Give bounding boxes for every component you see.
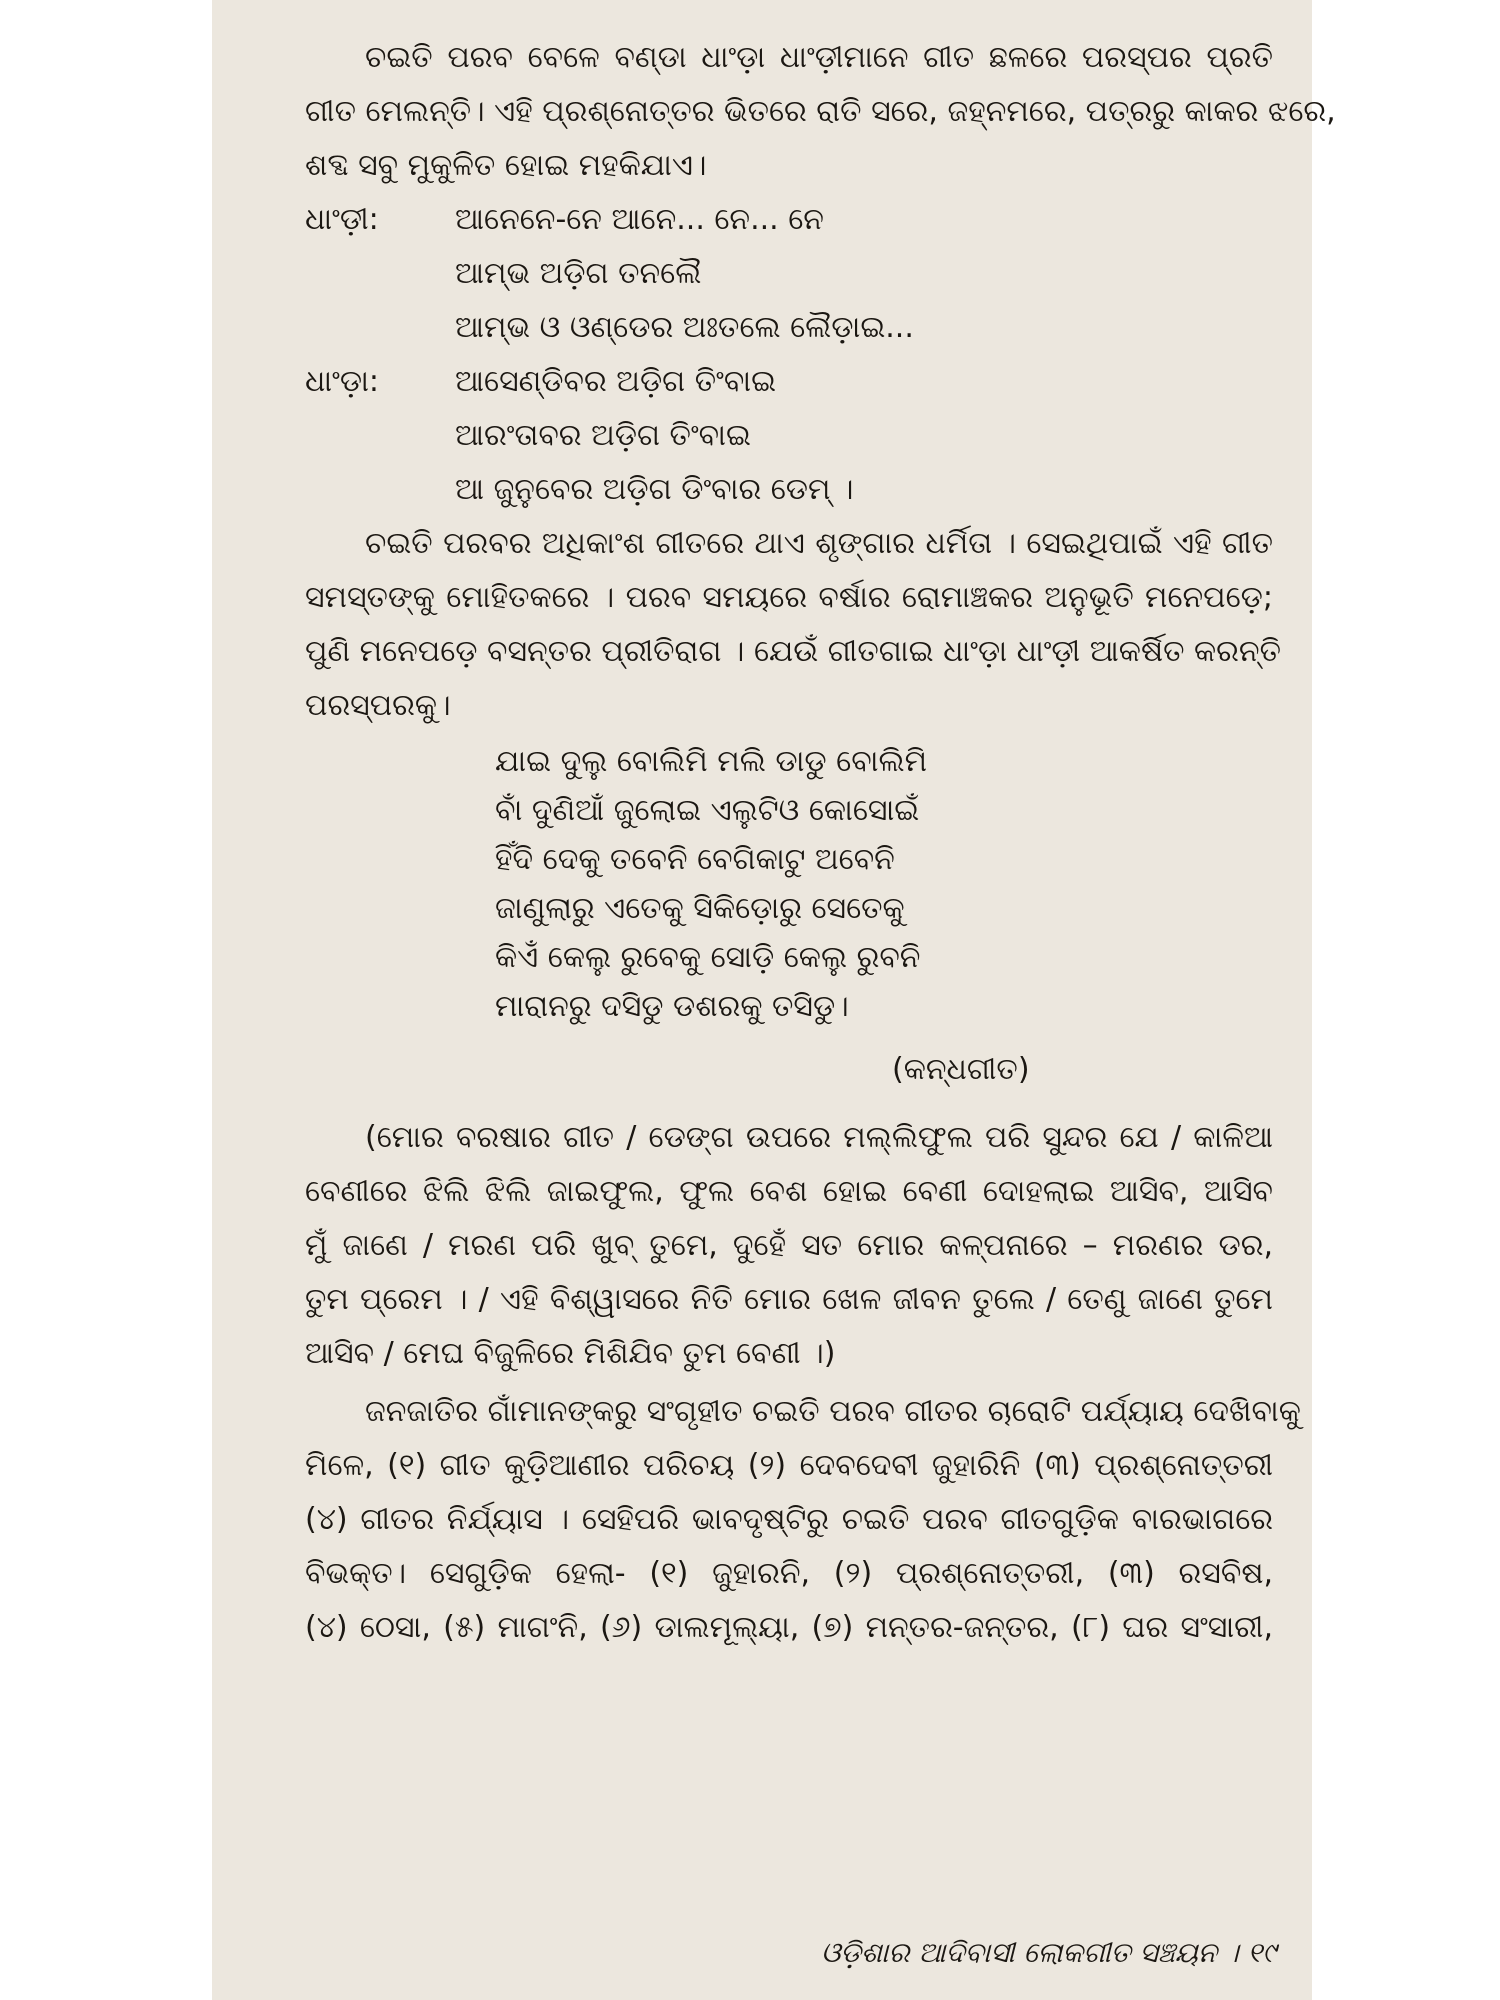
verse-line: ଆମ୍ଭ ଅଡ଼ିଗ ତନଲୈ — [455, 256, 702, 291]
paragraph-4-line: ବିଭକ୍ତ। ସେଗୁଡ଼ିକ ହେଲା- (୧) ଜୁହାରନି, (୨) ପ୍ରଶ୍ନୋତ୍ତରୀ, (୩) ରସବିଷ, — [305, 1556, 1273, 1591]
speaker-label: ଧାଂଡ଼ା: — [305, 364, 380, 399]
translation-line: ବେଣୀରେ ଝିଲି ଝିଲି ଜାଇଫୁଲ, ଫୁଲ ବେଶ ହୋଇ ବେଣୀ ଦୋହଲାଇ ଆସିବ, ଆସିବ — [305, 1174, 1273, 1209]
translation-line: ତୁମ ପ୍ରେମ । / ଏହି ବିଶ୍ୱାସରେ ନିତି ମୋର ଖେଳ ଜୀବନ ତୁଲେ / ତେଣୁ ଜାଣେ ତୁମେ — [305, 1282, 1273, 1317]
paragraph-1-line: ଚଇତି ପରବ ବେଳେ ବଣ୍ଡା ଧାଂଡ଼ା ଧାଂଡ଼ୀମାନେ ଗୀତ ଛଳରେ ପରସ୍ପର ପ୍ରତି — [365, 40, 1273, 75]
verse-line: ଆମ୍ଭ ଓ ଓଣ୍ଡେର ଅଃତଲେ ଲୈଡ଼ାଇ... — [455, 310, 914, 345]
song-line: ମାରାନରୁ ଦସିଡୁ ଡଶରକୁ ତସିଡୁ। — [495, 989, 849, 1024]
paragraph-2-line: ପରସ୍ପରକୁ। — [305, 688, 451, 723]
paragraph-4-line: ମିଳେ, (୧) ଗୀତ କୁଡ଼ିଆଣୀର ପରିଚୟ (୨) ଦେବଦେବୀ ଜୁହାରିନି (୩) ପ୍ରଶ୍ନୋତ୍ତରୀ — [305, 1448, 1273, 1483]
song-line: ଜାଣୁଲାରୁ ଏତେକୁ ସିକିଡ଼ୋରୁ ସେତେକୁ — [495, 891, 905, 926]
verse-line: ଆନେନେ-ନେ ଆନେ... ନେ... ନେ — [455, 202, 824, 237]
translation-line: ଆସିବ / ମେଘ ବିଜୁଳିରେ ମିଶିଯିବ ତୁମ ବେଣୀ ।) — [305, 1336, 836, 1371]
paragraph-4-line: ଜନଜାତିର ଗାଁମାନଙ୍କରୁ ସଂଗୃହୀତ ଚଇତି ପରବ ଗୀତର ଚାରୋଟି ପର୍ଯ୍ୟାୟ ଦେଖିବାକୁ — [365, 1394, 1301, 1429]
paragraph-2-line: ସମସ୍ତଙ୍କୁ ମୋହିତକରେ । ପରବ ସମୟରେ ବର୍ଷାର ରୋମାଞ୍ଚକର ଅନୁଭୂତି ମନେପଡ଼େ; — [305, 580, 1273, 615]
paragraph-1-line: ଗୀତ ମେଲନ୍ତି। ଏହି ପ୍ରଶ୍ନୋତ୍ତର ଭିତରେ ରାତି ସରେ, ଜହ୍ନମରେ, ପତ୍ରରୁ କାକର ଝରେ, — [305, 94, 1336, 129]
book-page — [212, 0, 1336, 2000]
speaker-label: ଧାଂଡ଼ୀ: — [305, 202, 379, 237]
paragraph-4-line: (୪) ଗୀତର ନିର୍ଯ୍ୟାସ । ସେହିପରି ଭାବଦୃଷ୍ଟିରୁ ଚଇତି ପରବ ଗୀତଗୁଡ଼ିକ ବାରଭାଗରେ — [305, 1502, 1273, 1537]
song-line: ବାଁ ଦୁଣିଆଁ ଜୁଲୋଇ ଏଲୁଟିଓ କୋସୋଇଁ — [495, 793, 920, 828]
song-source: (କନ୍ଧଗୀତ) — [892, 1052, 1030, 1087]
verse-line: ଆରଂତାବର ଅଡ଼ିଗ ତିଂବାଇ — [455, 418, 751, 453]
song-line: କିଏଁ କେଲୁ ରୁବେକୁ ସୋଡ଼ି କେଲୁ ରୁବନି — [495, 940, 921, 975]
verse-line: ଆ ଜୁନୁବେର ଅଡ଼ିଗ ଡିଂବାର ଡେମ୍ । — [455, 472, 854, 507]
paragraph-2-line: ପୁଣି ମନେପଡ଼େ ବସନ୍ତର ପ୍ରୀତିରାଗ । ଯେଉଁ ଗୀତଗାଇ ଧାଂଡ଼ା ଧାଂଡ଼ୀ ଆକର୍ଷିତ କରନ୍ତି — [305, 634, 1281, 669]
paragraph-2-line: ଚଇତି ପରବର ଅଧିକାଂଶ ଗୀତରେ ଥାଏ ଶୃଙ୍ଗାର ଧର୍ମିତା । ସେଇଥିପାଇଁ ଏହି ଗୀତ — [365, 526, 1273, 561]
song-line: ଯାଇ ଦୁଲୁ ବୋଲିମି ମଲି ଡାଡୁ ବୋଲିମି — [495, 744, 928, 779]
paragraph-1-line: ଶବ୍ଦ ସବୁ ମୁକୁଳିତ ହୋଇ ମହକିଯାଏ। — [305, 148, 707, 183]
song-line: ହିଁଦି ଦେକୁ ତବେନି ବେଗିକାଟୁ ଅବେନି — [495, 842, 895, 877]
page-footer: ଓଡ଼ିଶାର ଆଦିବାସୀ ଲୋକଗୀତ ସଞ୍ଚୟନ । ୧୯ — [821, 1936, 1276, 1969]
paragraph-4-line: (୪) ଠେସା, (୫) ମାଗଂନି, (୬) ଡାଲମୂଲ୍ୟା, (୭) ମନ୍ତର-ଜନ୍ତର, (୮) ଘର ସଂସାରୀ, — [305, 1610, 1273, 1645]
translation-line: ମୁଁ ଜାଣେ / ମରଣ ପରି ଖୁବ୍ ତୁମେ, ଦୁହେଁ ସତ ମୋର କଳ୍ପନାରେ – ମରଣର ଡର, — [305, 1228, 1273, 1263]
translation-line: (ମୋର ବରଷାର ଗୀତ / ଡେଙ୍ଗ ଉପରେ ମଲ୍ଲିଫୁଲ ପରି ସୁନ୍ଦର ଯେ / କାଳିଆ — [365, 1120, 1273, 1155]
verse-line: ଆସେଣ୍ଡିବର ଅଡ଼ିଗ ତିଂବାଇ — [455, 364, 777, 399]
